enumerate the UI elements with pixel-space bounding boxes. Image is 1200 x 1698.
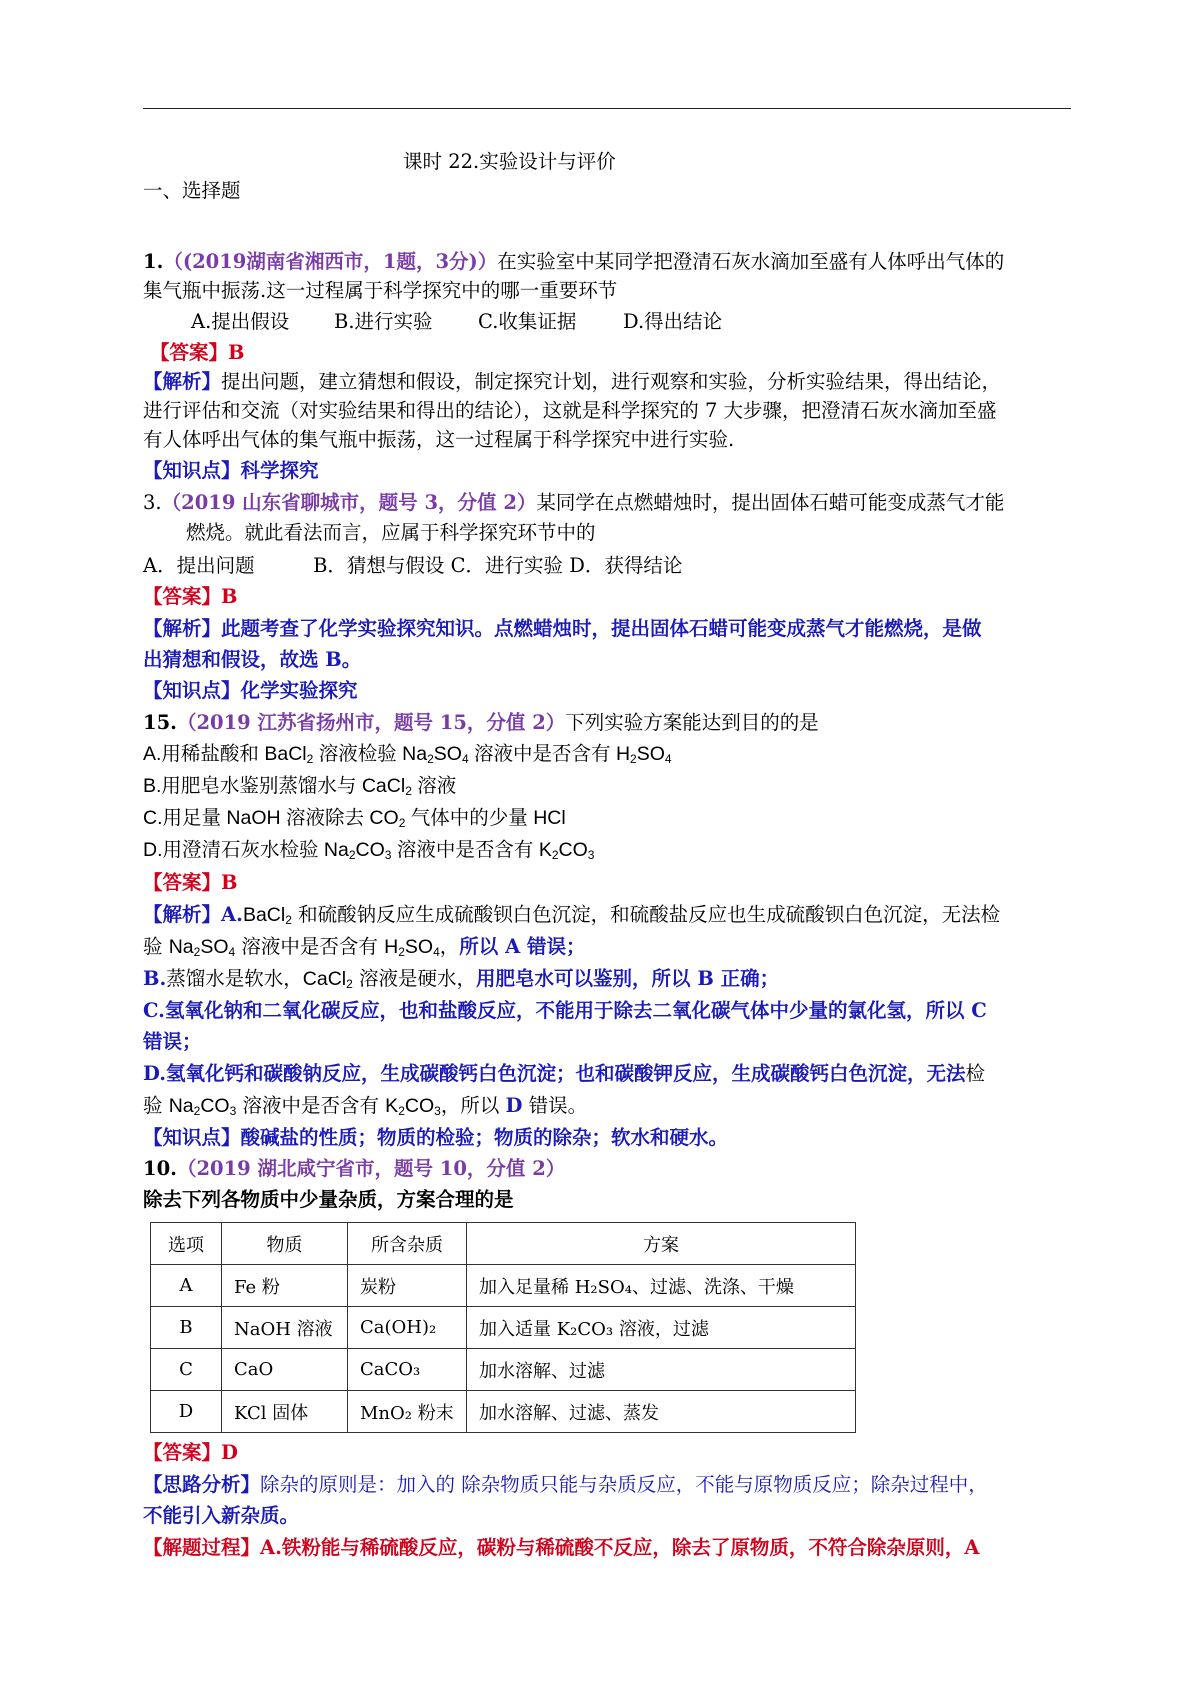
table-row: [151, 1307, 856, 1349]
q15-analysis-a1: 【解析】A.BaCl$_2$ 和硫酸钠反应生成硫酸钡白色沉淀，和硫酸盐反应也生成硫酸钡白色沉淀，无法检: [143, 903, 1001, 927]
q15-knowledge: 【知识点】酸碱盐的性质；物质的检验；物质的除杂；软水和硬水。: [143, 1126, 729, 1149]
section-heading: 一、选择题: [143, 179, 241, 202]
q15-analysis-d2: 验 $Na_2CO_3$ 溶液中是否含有 $K_2CO_3$，所以 D 错误。: [143, 1094, 588, 1118]
table-cell: A: [151, 1265, 222, 1307]
q15-analysis-a2: 验 $Na_2SO_4$ 溶液中是否含有 $H_2SO_4$，所以 A 错误；: [143, 935, 586, 959]
q15-analysis-c1: C.氢氧化钠和二氧化碳反应，也和盐酸反应，不能用于除去二氧化碳气体中少量的氯化氢，所以 C: [143, 999, 987, 1022]
q1-analysis2: 进行评估和交流（对实验结果和得出的结论），这就是科学探究的 7 大步骤，把澄清石灰水滴加至盛: [143, 399, 997, 422]
q1-analysis3: 有人体呼出气体的集气瓶中振荡，这一过程属于科学探究中进行实验.: [143, 428, 735, 451]
table-row: [151, 1391, 856, 1433]
q15-analysis-c2: 错误；: [143, 1030, 202, 1053]
q1-number: 1: [143, 250, 157, 273]
table-row: [151, 1349, 856, 1391]
q10-table: [150, 1222, 856, 1433]
table-header-cell: 所含杂质: [348, 1223, 467, 1265]
table-header-cell: 选项: [151, 1223, 222, 1265]
q15-answer: 【答案】B: [143, 871, 238, 894]
table-cell: KCl 固体: [222, 1391, 348, 1433]
q1-option-b: B.进行实验: [334, 310, 433, 333]
table-cell: 加入足量稀 H₂SO₄、过滤、洗涤、干燥: [467, 1265, 856, 1307]
q3-analysis1: 【解析】此题考查了化学实验探究知识。点燃蜡烛时，提出固体石蜡可能变成蒸气才能燃烧，是做: [143, 617, 982, 640]
q10-process1: 【解题过程】A.铁粉能与稀硫酸反应，碳粉与稀硫酸不反应，除去了原物质，不符合除杂原则，A: [143, 1536, 980, 1559]
table-row: [151, 1265, 856, 1307]
q15-option-a: A.用稀盐酸和 BaCl$_2$ 溶液检验 $Na_2SO_4$ 溶液中是否含有 $H_2SO_4$: [143, 743, 672, 766]
table-cell: 加水溶解、过滤、蒸发: [467, 1391, 856, 1433]
q3-knowledge: 【知识点】化学实验探究: [143, 679, 358, 702]
table-cell: CaO: [222, 1349, 348, 1391]
table-cell: 炭粉: [348, 1265, 467, 1307]
table-cell: Fe 粉: [222, 1265, 348, 1307]
table-cell: 加水溶解、过滤: [467, 1349, 856, 1391]
table-cell: 加入适量 K₂CO₃ 溶液，过滤: [467, 1307, 856, 1349]
q1-answer: 【答案】B: [150, 341, 245, 364]
table-cell: D: [151, 1391, 222, 1433]
q10-idea1: 【思路分析】除杂的原则是：加入的 除杂物质只能与杂质反应，不能与原物质反应；除杂过程中，: [143, 1473, 988, 1496]
q3-stem2: 燃烧。就此看法而言，应属于科学探究环节中的: [186, 521, 596, 544]
q15-option-d: D.用澄清石灰水检验 $Na_2CO_3$ 溶液中是否含有 $K_2CO_3$: [143, 839, 595, 862]
q3-options: A．提出问题 B．猜想与假设 C．进行实验 D．获得结论: [143, 554, 683, 577]
q1-analysis1: 【解析】提出问题，建立猜想和假设，制定探究计划，进行观察和实验，分析实验结果，得出结论，: [143, 370, 1002, 393]
q3-answer: 【答案】B: [143, 585, 238, 608]
table-header-row: [151, 1223, 856, 1265]
q1-source: （(2019湖南省湘西市，1题，3分)）: [163, 250, 498, 273]
q3-number: 3: [143, 491, 156, 514]
q3-analysis2: 出猜想和假设，故选 B。: [143, 648, 362, 671]
q3-line1: 3.（2019 山东省聊城市，题号 3，分值 2）某同学在点燃蜡烛时，提出固体石蜡可能变成蒸气才能: [143, 491, 1005, 514]
q15-number: 15: [143, 711, 171, 734]
q10-answer: 【答案】D: [143, 1441, 238, 1464]
q1-option-a: A.提出假设: [191, 310, 290, 333]
q1-knowledge: 【知识点】科学探究: [143, 459, 319, 482]
q1-stem2: 集气瓶中振荡.这一过程属于科学探究中的哪一重要环节: [143, 279, 618, 302]
q15-option-c: C.用足量 NaOH 溶液除去 $CO_2$ 气体中的少量 HCl: [143, 807, 566, 830]
table-cell: CaCO₃: [348, 1349, 467, 1391]
q15-source: （2019 江苏省扬州市，题号 15，分值 2）: [176, 711, 566, 734]
table-cell: NaOH 溶液: [222, 1307, 348, 1349]
q3-source: （2019 山东省聊城市，题号 3，分值 2）: [161, 491, 537, 514]
table-cell: C: [151, 1349, 222, 1391]
table-cell: MnO₂ 粉末: [348, 1391, 467, 1433]
q15-option-b: B.用肥皂水鉴别蒸馏水与 CaCl$_2$ 溶液: [143, 775, 457, 798]
q1-line1: 1.（(2019湖南省湘西市，1题，3分)）在实验室中某同学把澄清石灰水滴加至盛有人体呼出气体的: [143, 250, 1005, 273]
table-header-cell: 方案: [467, 1223, 856, 1265]
table-cell: Ca(OH)₂: [348, 1307, 467, 1349]
table-header-cell: 物质: [222, 1223, 348, 1265]
q15-analysis-b: B.蒸馏水是软水，CaCl$_2$ 溶液是硬水，用肥皂水可以鉴别，所以 B 正确；: [143, 967, 780, 991]
q1-stem1: 在实验室中某同学把澄清石灰水滴加至盛有人体呼出气体的: [497, 250, 1005, 273]
q15-analysis-d1: D.氢氧化钙和碳酸钠反应，生成碳酸钙白色沉淀；也和碳酸钾反应，生成碳酸钙白色沉淀，无法检: [143, 1062, 986, 1085]
q10-stem: 除去下列各物质中少量杂质，方案合理的是: [143, 1188, 514, 1211]
q15-line1: 15.（2019 江苏省扬州市，题号 15，分值 2）下列实验方案能达到目的的是: [143, 711, 819, 734]
page-title: 课时 22.实验设计与评价: [403, 150, 616, 173]
q10-line1: 10.（2019 湖北咸宁省市，题号 10，分值 2）: [143, 1157, 566, 1180]
table-cell: B: [151, 1307, 222, 1349]
q1-options: [191, 307, 722, 337]
q1-option-d: D.得出结论: [623, 310, 723, 333]
q10-idea2: 不能引入新杂质。: [143, 1504, 300, 1527]
header-rule: [143, 108, 1071, 109]
q1-answer-value: B: [228, 341, 245, 364]
q10-number: 10: [143, 1157, 171, 1180]
q1-option-c: C.收集证据: [478, 310, 577, 333]
q10-source: （2019 湖北咸宁省市，题号 10，分值 2）: [176, 1157, 566, 1180]
